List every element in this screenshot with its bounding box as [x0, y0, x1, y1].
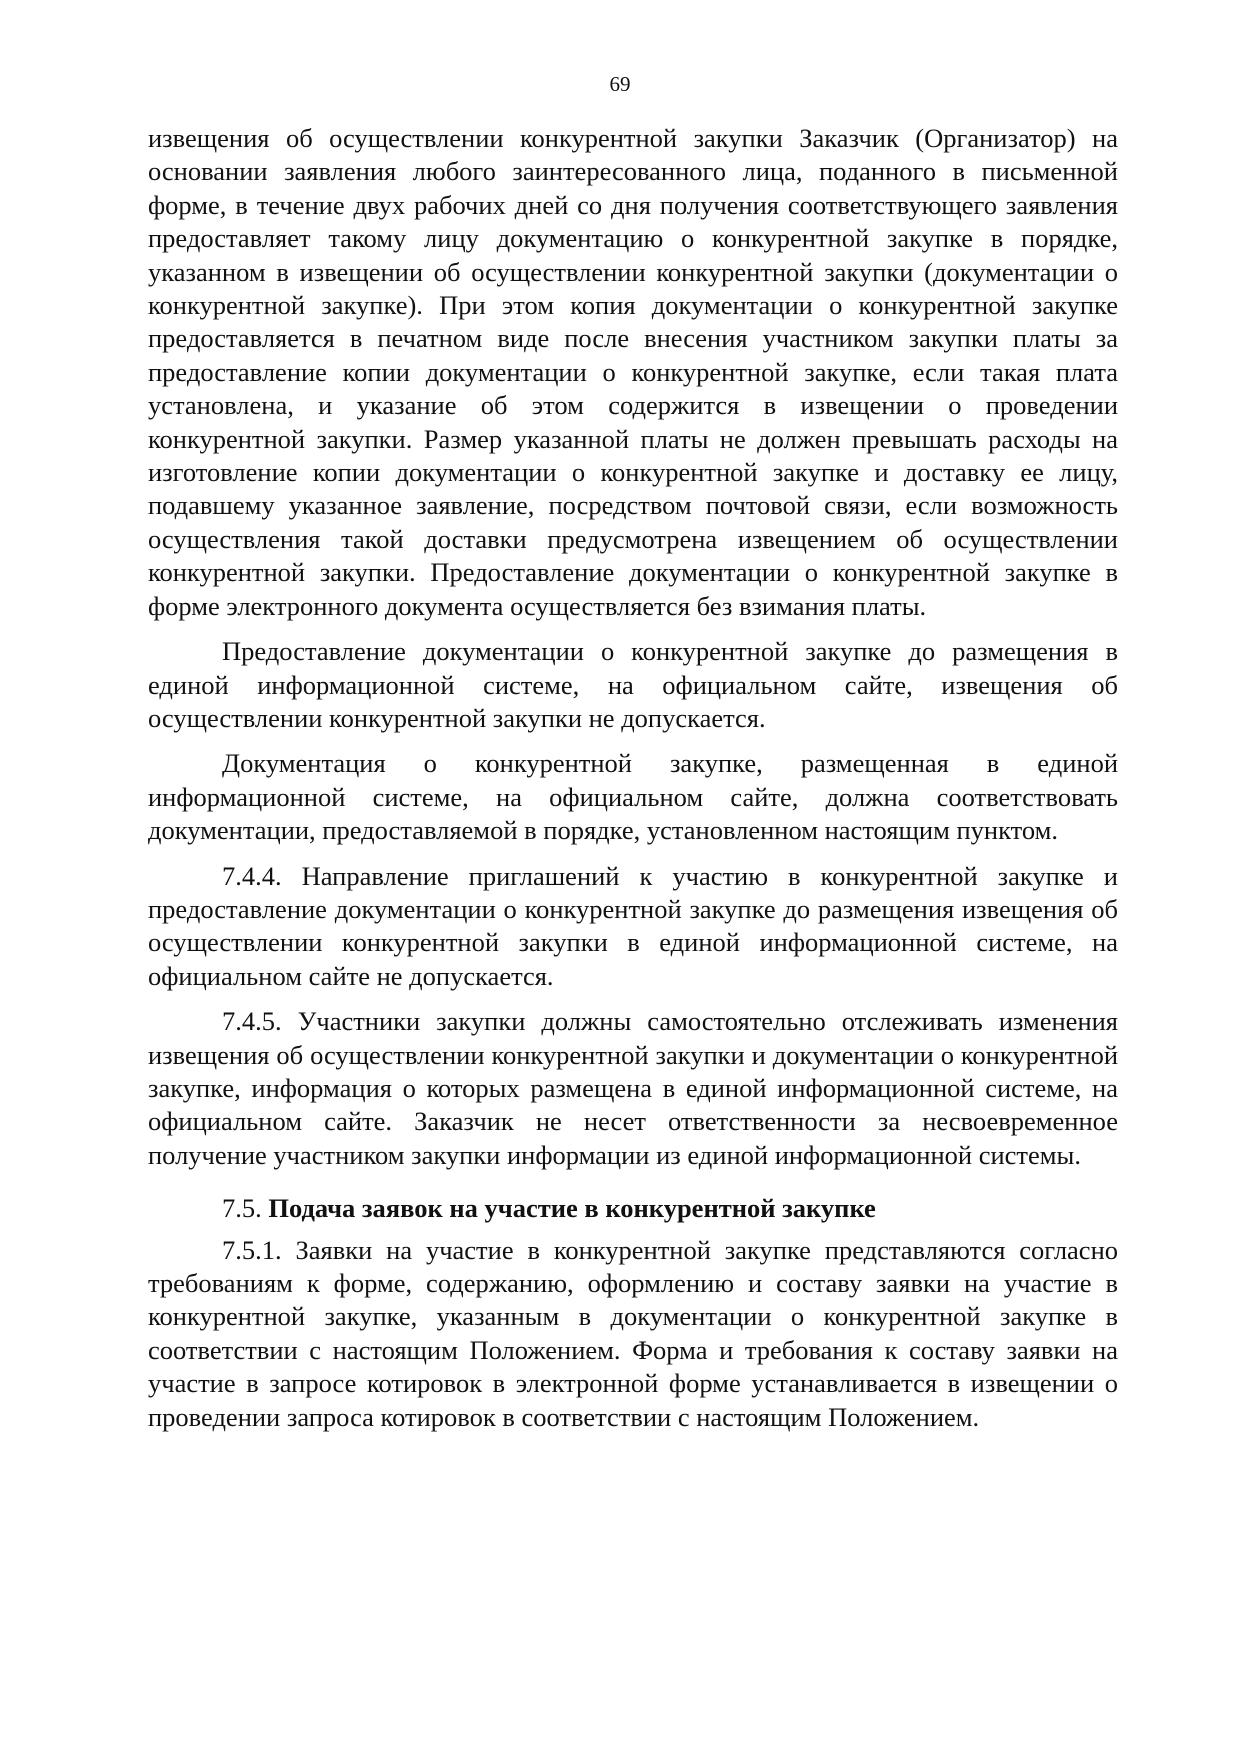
section-title: Подача заявок на участие в конкурентной закупке — [268, 1193, 876, 1224]
paragraph-provision-before-publication: Предоставление документации о конкурентной закупке до размещения в единой информационной системе, на официальном сайте, извещения об осуществлении конкурентной закупки не допускается. — [148, 636, 1118, 733]
paragraph-continuation: извещения об осуществлении конкурентной закупки Заказчик (Организатор) на основании заявления любого заинтересованного лица, поданного в письменной форме, в течение двух рабочих дней со дня получения соответствующего заявления предоставляет такому лицу документацию о конкурентной закупке в порядке, указанном в извещении об осуществлении конкурентной закупки (документации о конкурентной закупке). При этом копия документации о конкурентной закупке предоставляется в печатном виде после внесения участником закупки платы за предоставление копии документации о конкурентной закупке, если такая плата установлена, и указание об этом содержится в извещении о проведении конкурентной закупки. Размер указанной платы не должен превышать расходы на изготовление копии документации о конкурентной закупке и доставку ее лицу, подавшему указанное заявление, посредством почтовой связи, если возможность осуществления такой доставки предусмотрена извещением об осуществлении конкурентной закупки. Предоставление документации о конкурентной закупке в форме электронного документа осуществляется без взимания платы. — [148, 123, 1118, 621]
paragraph-documentation-conformity: Документация о конкурентной закупке, размещенная в единой информационной системе, на официальном сайте, должна соответствовать документации, предоставляемой в порядке, установленном настоящим пунктом. — [148, 748, 1118, 846]
document-body — [148, 122, 1118, 1446]
paragraph-7-5-1: 7.5.1. Заявки на участие в конкурентной закупке представляются согласно требованиям к форме, содержанию, оформлению и составу заявки на участие в конкурентной закупке, указанным в документации о конкурентной закупке в соответствии с настоящим Положением. Форма и требования к составу заявки на участие в запросе котировок в электронной форме устанавливается в извещении о проведении запроса котировок в соответствии с настоящим Положением. — [148, 1234, 1118, 1432]
page-number: 69 — [609, 72, 631, 96]
paragraph-7-4-4: 7.4.4. Направление приглашений к участию в конкурентной закупке и предоставление документации о конкурентной закупке до размещения извещения об осуществлении конкурентной закупки в единой информационной системе, на официальном сайте не допускается. — [148, 860, 1118, 991]
paragraph-7-4-5: 7.4.5. Участники закупки должны самостоятельно отслеживать изменения извещения об осуществлении конкурентной закупки и документации о конкурентной закупке, информация о которых размещена в единой информационной системе, на официальном сайте. Заказчик не несет ответственности за несвоевременное получение участником закупки информации из единой информационной системы. — [148, 1006, 1118, 1170]
section-number: 7.5. — [222, 1193, 262, 1224]
section-heading — [148, 1192, 1118, 1225]
